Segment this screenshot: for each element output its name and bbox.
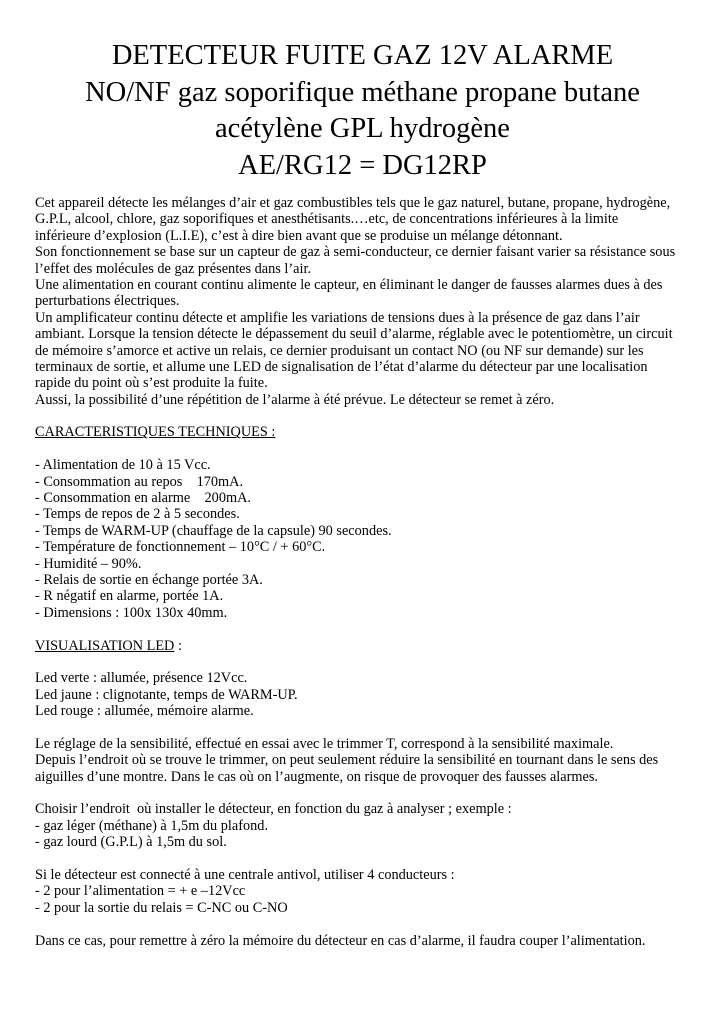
spacer — [35, 654, 695, 670]
placement-paragraph — [35, 801, 695, 850]
intro-line: perturbations électriques. — [35, 293, 180, 310]
led-item-yellow: Led jaune : clignotante, temps de WARM-UP. — [35, 686, 298, 703]
intro-line: G.P.L, alcool, chlore, gaz soporifiques et anesthétisants.…etc, de concentrations inférieures à la limite — [35, 211, 619, 228]
spacer — [35, 785, 695, 801]
leds-section — [35, 638, 695, 720]
specs-heading-text: CARACTERISTIQUES TECHNIQUES : — [35, 424, 276, 441]
document-title — [20, 38, 705, 184]
spec-item: - R négatif en alarme, portée 1A. — [35, 588, 224, 605]
spacer — [35, 621, 695, 637]
leds-heading — [35, 638, 695, 654]
reset-line: Dans ce cas, pour remettre à zéro la mémoire du détecteur en cas d’alarme, il faudra couper l’alimentation. — [35, 932, 646, 949]
spec-item: - Temps de WARM-UP (chauffage de la capsule) 90 secondes. — [35, 522, 392, 539]
spec-item: - Relais de sortie en échange portée 3A. — [35, 571, 263, 588]
intro-line: Une alimentation en courant continu alimente le capteur, en éliminant le danger de fausses alarmes dues à des — [35, 276, 663, 293]
sensitivity-line: Depuis l’endroit où se trouve le trimmer, on peut seulement réduire la sensibilité en tournant dans le sens des — [35, 752, 659, 769]
sensitivity-paragraph — [35, 736, 695, 785]
title-line-1: DETECTEUR FUITE GAZ 12V ALARME — [111, 40, 614, 71]
intro-line: l’effet des molécules de gaz présentes dans l’air. — [35, 260, 312, 277]
leds-heading-suffix: : — [174, 637, 182, 654]
spec-item: - Dimensions : 100x 130x 40mm. — [35, 604, 228, 621]
spacer — [35, 720, 695, 736]
wiring-paragraph — [35, 867, 695, 916]
intro-line: terminaux de sortie, et allume une LED de signalisation de l’état d’alarme du détecteur par une localisation — [35, 358, 648, 375]
intro-line: Un amplificateur continu détecte et amplifie les variations de tensions dues à la présence de gaz dans l’air — [35, 309, 640, 326]
spec-item: - Temps de repos de 2 à 5 secondes. — [35, 506, 240, 523]
intro-line: ambiant. Lorsque la tension détecte le dépassement du seuil d’alarme, réglable avec le potentiomètre, un circuit — [35, 326, 673, 343]
led-item-green: Led verte : allumée, présence 12Vcc. — [35, 670, 248, 687]
placement-line: Choisir l’endroit où installer le détecteur, en fonction du gaz à analyser ; exemple : — [35, 801, 512, 818]
placement-line: - gaz léger (méthane) à 1,5m du plafond. — [35, 817, 269, 834]
spacer — [35, 408, 695, 424]
specs-section — [35, 424, 695, 621]
placement-line: - gaz lourd (G.P.L) à 1,5m du sol. — [35, 834, 227, 851]
wiring-line: Si le détecteur est connecté à une centrale antivol, utiliser 4 conducteurs : — [35, 867, 455, 884]
spacer — [35, 916, 695, 932]
document-body — [35, 195, 695, 949]
title-line-4: AE/RG12 = DG12RP — [238, 149, 487, 181]
intro-line: Son fonctionnement se base sur un capteur de gaz à semi-conducteur, ce dernier faisant varier sa résistance sous — [35, 244, 676, 261]
wiring-line: - 2 pour la sortie du relais = C-NC ou C-NO — [35, 899, 288, 916]
specs-heading — [35, 424, 695, 440]
intro-line: de mémoire s’amorce et active un relais, ce dernier produisant un contact NO (ou NF sur demande) sur les — [35, 342, 644, 359]
intro-paragraph — [35, 195, 695, 408]
intro-line: rapide du point où s’est produite la fuite. — [35, 375, 268, 392]
intro-line: Cet appareil détecte les mélanges d’air et gaz combustibles tels que le gaz naturel, butane, propane, hydrogène, — [35, 195, 671, 211]
spec-item: - Humidité – 90%. — [35, 555, 142, 572]
spec-item: - Consommation en alarme 200mA. — [35, 490, 252, 507]
spacer — [35, 851, 695, 867]
spec-item: - Consommation au repos 170mA. — [35, 473, 244, 490]
intro-line: inférieure d’explosion (L.I.E), c’est à dire bien avant que se produise un mélange détonnant. — [35, 227, 563, 244]
title-line-2: NO/NF gaz soporifique méthane propane butane — [85, 76, 640, 108]
leds-heading-text: VISUALISATION LED — [35, 637, 175, 654]
wiring-line: - 2 pour l’alimentation = + e –12Vcc — [35, 883, 246, 900]
spec-item: - Alimentation de 10 à 15 Vcc. — [35, 457, 211, 474]
reset-paragraph — [35, 933, 695, 949]
sensitivity-line: Le réglage de la sensibilité, effectué en essai avec le trimmer T, correspond à la sensibilité maximale. — [35, 735, 614, 752]
led-item-red: Led rouge : allumée, mémoire alarme. — [35, 703, 254, 720]
intro-line: Aussi, la possibilité d’une répétition de l’alarme à été prévue. Le détecteur se remet à zéro. — [35, 391, 555, 408]
spec-item: - Température de fonctionnement – 10°C / + 60°C. — [35, 539, 326, 556]
spacer — [35, 441, 695, 457]
title-line-3: acétylène GPL hydrogène — [215, 113, 510, 144]
sensitivity-line: aiguilles d’une montre. Dans le cas où on l’augmente, on risque de provoquer des fausses alarmes. — [35, 768, 598, 785]
